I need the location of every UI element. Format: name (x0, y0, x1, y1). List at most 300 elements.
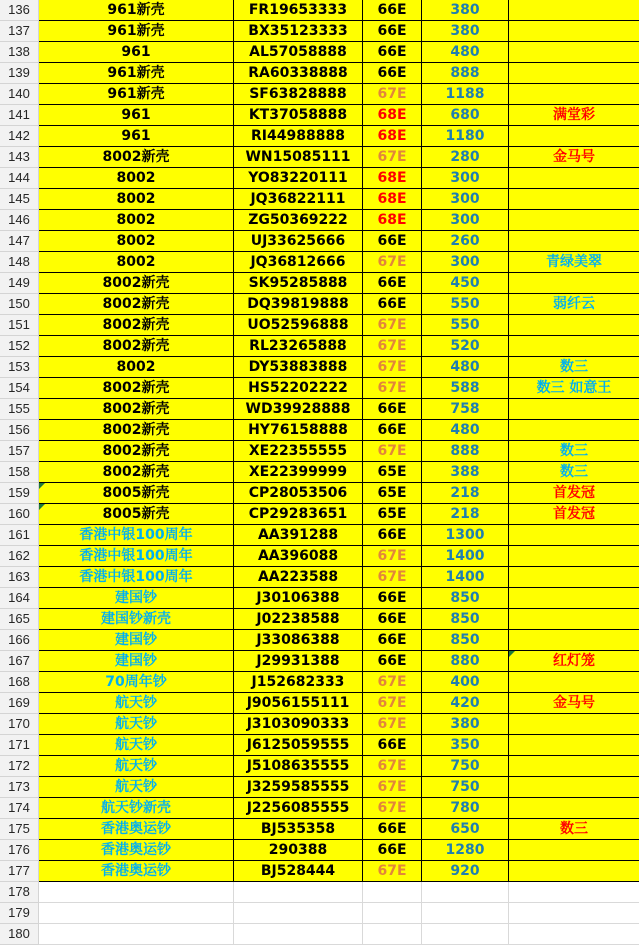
note-cell[interactable]: 数三 如意王 (509, 378, 639, 399)
price-cell[interactable]: 850 (422, 588, 509, 609)
note-cell[interactable]: 数三 (509, 819, 639, 840)
name-cell[interactable]: 8002新壳 (39, 147, 234, 168)
serial-cell[interactable]: BJ528444 (234, 861, 363, 882)
price-cell[interactable]: 888 (422, 63, 509, 84)
grade-cell[interactable]: 68E (363, 189, 422, 210)
grade-cell[interactable]: 67E (363, 378, 422, 399)
grade-cell[interactable]: 66E (363, 420, 422, 441)
row-header[interactable]: 167 (0, 651, 39, 672)
row-header[interactable]: 159 (0, 483, 39, 504)
empty-cell[interactable] (39, 882, 234, 903)
price-cell[interactable]: 850 (422, 609, 509, 630)
price-cell[interactable]: 420 (422, 693, 509, 714)
name-cell[interactable]: 8002新壳 (39, 399, 234, 420)
price-cell[interactable]: 650 (422, 819, 509, 840)
note-cell[interactable]: 数三 (509, 462, 639, 483)
grade-cell[interactable]: 67E (363, 672, 422, 693)
empty-cell[interactable] (509, 924, 639, 945)
name-cell[interactable]: 8002 (39, 252, 234, 273)
table-row (0, 819, 639, 840)
grade-cell[interactable]: 67E (363, 441, 422, 462)
note-cell[interactable] (509, 777, 639, 798)
grade-cell[interactable]: 68E (363, 210, 422, 231)
serial-cell[interactable]: HY76158888 (234, 420, 363, 441)
row-header[interactable]: 141 (0, 105, 39, 126)
serial-cell[interactable]: SF63828888 (234, 84, 363, 105)
note-cell[interactable] (509, 525, 639, 546)
table-row (0, 588, 639, 609)
price-cell[interactable]: 520 (422, 336, 509, 357)
row-header[interactable]: 166 (0, 630, 39, 651)
note-cell[interactable] (509, 861, 639, 882)
note-cell[interactable] (509, 273, 639, 294)
table-row (0, 357, 639, 378)
name-cell[interactable]: 8002新壳 (39, 336, 234, 357)
serial-cell[interactable]: SK95285888 (234, 273, 363, 294)
serial-cell[interactable]: AL57058888 (234, 42, 363, 63)
note-cell[interactable] (509, 630, 639, 651)
name-cell[interactable]: 961新壳 (39, 63, 234, 84)
price-cell[interactable]: 300 (422, 210, 509, 231)
price-cell[interactable]: 1180 (422, 126, 509, 147)
name-cell[interactable]: 香港奥运钞 (39, 861, 234, 882)
row-header[interactable]: 165 (0, 609, 39, 630)
serial-cell[interactable]: FR19653333 (234, 0, 363, 21)
grade-cell[interactable]: 67E (363, 315, 422, 336)
price-cell[interactable]: 480 (422, 42, 509, 63)
table-row (0, 168, 639, 189)
serial-cell[interactable]: CP28053506 (234, 483, 363, 504)
name-cell[interactable]: 8002 (39, 189, 234, 210)
serial-cell[interactable]: J2256085555 (234, 798, 363, 819)
empty-cell[interactable] (39, 903, 234, 924)
grade-cell[interactable]: 67E (363, 84, 422, 105)
serial-cell[interactable]: XE22355555 (234, 441, 363, 462)
row-header[interactable]: 176 (0, 840, 39, 861)
name-cell[interactable]: 8002新壳 (39, 378, 234, 399)
grade-cell[interactable]: 67E (363, 567, 422, 588)
serial-cell[interactable]: UJ33625666 (234, 231, 363, 252)
grade-cell[interactable]: 66E (363, 609, 422, 630)
price-cell[interactable]: 300 (422, 252, 509, 273)
note-cell[interactable]: 首发冠 (509, 483, 639, 504)
row-header[interactable]: 156 (0, 420, 39, 441)
name-cell[interactable]: 70周年钞 (39, 672, 234, 693)
name-cell[interactable]: 航天钞 (39, 714, 234, 735)
row-header[interactable]: 180 (0, 924, 39, 945)
serial-cell[interactable]: AA391288 (234, 525, 363, 546)
note-cell[interactable] (509, 231, 639, 252)
serial-cell[interactable]: J3103090333 (234, 714, 363, 735)
row-header[interactable]: 151 (0, 315, 39, 336)
note-cell[interactable]: 金马号 (509, 147, 639, 168)
grade-cell[interactable]: 66E (363, 651, 422, 672)
grade-cell[interactable]: 66E (363, 525, 422, 546)
serial-cell[interactable]: HS52202222 (234, 378, 363, 399)
name-cell[interactable]: 8002新壳 (39, 441, 234, 462)
grade-cell[interactable]: 65E (363, 462, 422, 483)
table-row (0, 798, 639, 819)
serial-cell[interactable]: AA223588 (234, 567, 363, 588)
row-header[interactable]: 179 (0, 903, 39, 924)
note-cell[interactable] (509, 0, 639, 21)
price-cell[interactable]: 380 (422, 714, 509, 735)
serial-cell[interactable]: KT37058888 (234, 105, 363, 126)
price-cell[interactable]: 480 (422, 357, 509, 378)
note-cell[interactable] (509, 609, 639, 630)
price-cell[interactable]: 1188 (422, 84, 509, 105)
table-row (0, 714, 639, 735)
serial-cell[interactable]: WD39928888 (234, 399, 363, 420)
row-header[interactable]: 150 (0, 294, 39, 315)
serial-cell[interactable]: J5108635555 (234, 756, 363, 777)
note-cell[interactable]: 数三 (509, 441, 639, 462)
name-cell[interactable]: 建国钞 (39, 630, 234, 651)
name-cell[interactable]: 961新壳 (39, 21, 234, 42)
serial-cell[interactable]: BX35123333 (234, 21, 363, 42)
note-cell[interactable] (509, 84, 639, 105)
comment-indicator-icon (39, 504, 45, 510)
row-header[interactable]: 139 (0, 63, 39, 84)
name-cell[interactable]: 8002新壳 (39, 462, 234, 483)
table-row (0, 0, 639, 21)
row-header[interactable]: 169 (0, 693, 39, 714)
price-cell[interactable]: 218 (422, 483, 509, 504)
note-cell[interactable] (509, 546, 639, 567)
table-row (0, 567, 639, 588)
note-cell[interactable] (509, 588, 639, 609)
note-cell[interactable] (509, 168, 639, 189)
table-row (0, 756, 639, 777)
row-header[interactable]: 155 (0, 399, 39, 420)
serial-cell[interactable]: J30106388 (234, 588, 363, 609)
grade-cell[interactable]: 67E (363, 336, 422, 357)
grade-cell[interactable]: 67E (363, 777, 422, 798)
row-header[interactable]: 136 (0, 0, 39, 21)
grade-cell[interactable]: 66E (363, 21, 422, 42)
row-header[interactable]: 149 (0, 273, 39, 294)
note-cell[interactable] (509, 42, 639, 63)
note-cell[interactable] (509, 420, 639, 441)
grade-cell[interactable]: 67E (363, 147, 422, 168)
price-cell[interactable]: 260 (422, 231, 509, 252)
grade-cell[interactable]: 67E (363, 756, 422, 777)
serial-cell[interactable]: 290388 (234, 840, 363, 861)
price-cell[interactable]: 1400 (422, 546, 509, 567)
price-cell[interactable]: 750 (422, 777, 509, 798)
name-cell[interactable]: 8005新壳 (39, 483, 234, 504)
price-cell[interactable]: 888 (422, 441, 509, 462)
table-row (0, 336, 639, 357)
table-row (0, 630, 639, 651)
grade-cell[interactable]: 68E (363, 126, 422, 147)
row-header[interactable]: 178 (0, 882, 39, 903)
row-header[interactable]: 163 (0, 567, 39, 588)
note-cell[interactable] (509, 126, 639, 147)
serial-cell[interactable]: DY53883888 (234, 357, 363, 378)
grade-cell[interactable]: 66E (363, 63, 422, 84)
row-header[interactable]: 172 (0, 756, 39, 777)
serial-cell[interactable]: J9056155111 (234, 693, 363, 714)
note-cell[interactable] (509, 399, 639, 420)
grade-cell[interactable]: 66E (363, 819, 422, 840)
name-cell[interactable]: 8002 (39, 168, 234, 189)
grade-cell[interactable]: 68E (363, 105, 422, 126)
serial-cell[interactable]: RL23265888 (234, 336, 363, 357)
row-header[interactable]: 154 (0, 378, 39, 399)
price-cell[interactable]: 758 (422, 399, 509, 420)
row-header[interactable]: 173 (0, 777, 39, 798)
price-cell[interactable]: 550 (422, 294, 509, 315)
name-cell[interactable]: 8002新壳 (39, 294, 234, 315)
name-cell[interactable]: 8002新壳 (39, 420, 234, 441)
row-header[interactable]: 143 (0, 147, 39, 168)
serial-cell[interactable]: UO52596888 (234, 315, 363, 336)
price-cell[interactable]: 880 (422, 651, 509, 672)
serial-cell[interactable]: DQ39819888 (234, 294, 363, 315)
serial-cell[interactable]: XE22399999 (234, 462, 363, 483)
grade-cell[interactable]: 66E (363, 840, 422, 861)
note-cell[interactable] (509, 21, 639, 42)
name-cell[interactable]: 建国钞 (39, 588, 234, 609)
note-cell[interactable]: 青绿美翠 (509, 252, 639, 273)
empty-cell[interactable] (363, 903, 422, 924)
name-cell[interactable]: 961 (39, 126, 234, 147)
price-cell[interactable]: 300 (422, 168, 509, 189)
row-header[interactable]: 140 (0, 84, 39, 105)
note-cell[interactable] (509, 735, 639, 756)
row-header[interactable]: 144 (0, 168, 39, 189)
price-cell[interactable]: 300 (422, 189, 509, 210)
empty-cell[interactable] (509, 903, 639, 924)
grade-cell[interactable]: 66E (363, 0, 422, 21)
grade-cell[interactable]: 66E (363, 399, 422, 420)
name-cell[interactable]: 建国钞 (39, 651, 234, 672)
grade-cell[interactable]: 66E (363, 231, 422, 252)
serial-cell[interactable]: AA396088 (234, 546, 363, 567)
note-cell[interactable]: 满堂彩 (509, 105, 639, 126)
serial-cell[interactable]: YO83220111 (234, 168, 363, 189)
table-row (0, 21, 639, 42)
note-cell[interactable] (509, 189, 639, 210)
price-cell[interactable]: 380 (422, 0, 509, 21)
table-row (0, 189, 639, 210)
row-header[interactable]: 138 (0, 42, 39, 63)
empty-cell[interactable] (234, 882, 363, 903)
table-row (0, 693, 639, 714)
note-cell[interactable]: 数三 (509, 357, 639, 378)
name-cell[interactable]: 香港中银100周年 (39, 567, 234, 588)
price-cell[interactable]: 588 (422, 378, 509, 399)
table-row (0, 315, 639, 336)
table-row (0, 840, 639, 861)
serial-cell[interactable]: JQ36822111 (234, 189, 363, 210)
price-cell[interactable]: 920 (422, 861, 509, 882)
row-header[interactable]: 153 (0, 357, 39, 378)
name-cell[interactable]: 961新壳 (39, 0, 234, 21)
note-cell[interactable]: 金马号 (509, 693, 639, 714)
empty-cell[interactable] (234, 924, 363, 945)
note-cell[interactable] (509, 63, 639, 84)
price-cell[interactable]: 380 (422, 21, 509, 42)
grade-cell[interactable]: 66E (363, 630, 422, 651)
name-cell[interactable]: 香港奥运钞 (39, 840, 234, 861)
table-row (0, 42, 639, 63)
name-cell[interactable]: 航天钞 (39, 777, 234, 798)
name-cell[interactable]: 航天钞 (39, 693, 234, 714)
table-row (0, 105, 639, 126)
row-header[interactable]: 137 (0, 21, 39, 42)
note-cell[interactable] (509, 714, 639, 735)
empty-cell[interactable] (234, 903, 363, 924)
row-header[interactable]: 175 (0, 819, 39, 840)
serial-cell[interactable]: RI44988888 (234, 126, 363, 147)
empty-cell[interactable] (422, 924, 509, 945)
table-row (0, 420, 639, 441)
serial-cell[interactable]: J33086388 (234, 630, 363, 651)
note-cell[interactable] (509, 315, 639, 336)
price-cell[interactable]: 400 (422, 672, 509, 693)
table-row (0, 609, 639, 630)
grade-cell[interactable]: 67E (363, 693, 422, 714)
price-cell[interactable]: 1280 (422, 840, 509, 861)
grade-cell[interactable]: 66E (363, 588, 422, 609)
table-row (0, 651, 639, 672)
serial-cell[interactable]: J6125059555 (234, 735, 363, 756)
empty-cell[interactable] (422, 903, 509, 924)
name-cell[interactable]: 建国钞新壳 (39, 609, 234, 630)
price-cell[interactable]: 850 (422, 630, 509, 651)
price-cell[interactable]: 480 (422, 420, 509, 441)
note-cell[interactable] (509, 840, 639, 861)
row-header[interactable]: 177 (0, 861, 39, 882)
row-header[interactable]: 142 (0, 126, 39, 147)
price-cell[interactable]: 388 (422, 462, 509, 483)
note-cell[interactable]: 首发冠 (509, 504, 639, 525)
row-header[interactable]: 174 (0, 798, 39, 819)
grade-cell[interactable]: 67E (363, 798, 422, 819)
serial-cell[interactable]: J02238588 (234, 609, 363, 630)
empty-cell[interactable] (363, 924, 422, 945)
name-cell[interactable]: 8002新壳 (39, 315, 234, 336)
empty-cell[interactable] (363, 882, 422, 903)
table-row (0, 672, 639, 693)
comment-indicator-icon (509, 651, 515, 657)
grade-cell[interactable]: 66E (363, 42, 422, 63)
name-cell[interactable]: 8002 (39, 210, 234, 231)
note-cell[interactable] (509, 798, 639, 819)
table-row (0, 84, 639, 105)
serial-cell[interactable]: WN15085111 (234, 147, 363, 168)
empty-cell[interactable] (39, 924, 234, 945)
note-cell[interactable] (509, 672, 639, 693)
price-cell[interactable]: 780 (422, 798, 509, 819)
comment-indicator-icon (39, 483, 45, 489)
name-cell[interactable]: 香港中银100周年 (39, 546, 234, 567)
serial-cell[interactable]: CP29283651 (234, 504, 363, 525)
price-cell[interactable]: 550 (422, 315, 509, 336)
name-cell[interactable]: 8005新壳 (39, 504, 234, 525)
price-cell[interactable]: 1400 (422, 567, 509, 588)
name-cell[interactable]: 航天钞新壳 (39, 798, 234, 819)
empty-cell[interactable] (509, 882, 639, 903)
note-cell[interactable]: 红灯笼 (509, 651, 639, 672)
name-cell[interactable]: 8002新壳 (39, 273, 234, 294)
row-header[interactable]: 164 (0, 588, 39, 609)
name-cell[interactable]: 8002 (39, 231, 234, 252)
grade-cell[interactable]: 66E (363, 294, 422, 315)
row-header[interactable]: 162 (0, 546, 39, 567)
serial-cell[interactable]: ZG50369222 (234, 210, 363, 231)
name-cell[interactable]: 961 (39, 105, 234, 126)
empty-cell[interactable] (422, 882, 509, 903)
serial-cell[interactable]: J152682333 (234, 672, 363, 693)
row-header[interactable]: 160 (0, 504, 39, 525)
price-cell[interactable]: 680 (422, 105, 509, 126)
grade-cell[interactable]: 68E (363, 168, 422, 189)
serial-cell[interactable]: J29931388 (234, 651, 363, 672)
grade-cell[interactable]: 65E (363, 504, 422, 525)
row-header[interactable]: 157 (0, 441, 39, 462)
table-row (0, 231, 639, 252)
grade-cell[interactable]: 66E (363, 273, 422, 294)
note-cell[interactable] (509, 336, 639, 357)
name-cell[interactable]: 航天钞 (39, 735, 234, 756)
name-cell[interactable]: 961 (39, 42, 234, 63)
grade-cell[interactable]: 67E (363, 357, 422, 378)
note-cell[interactable]: 弱纤云 (509, 294, 639, 315)
name-cell[interactable]: 香港中银100周年 (39, 525, 234, 546)
note-cell[interactable] (509, 756, 639, 777)
price-cell[interactable]: 218 (422, 504, 509, 525)
row-header[interactable]: 147 (0, 231, 39, 252)
price-cell[interactable]: 350 (422, 735, 509, 756)
row-header[interactable]: 158 (0, 462, 39, 483)
row-header[interactable]: 146 (0, 210, 39, 231)
name-cell[interactable]: 8002 (39, 357, 234, 378)
price-cell[interactable]: 750 (422, 756, 509, 777)
grade-cell[interactable]: 67E (363, 252, 422, 273)
note-cell[interactable] (509, 210, 639, 231)
serial-cell[interactable]: J3259585555 (234, 777, 363, 798)
name-cell[interactable]: 航天钞 (39, 756, 234, 777)
price-cell[interactable]: 1300 (422, 525, 509, 546)
row-header[interactable]: 152 (0, 336, 39, 357)
row-header[interactable]: 170 (0, 714, 39, 735)
serial-cell[interactable]: JQ36812666 (234, 252, 363, 273)
row-header[interactable]: 148 (0, 252, 39, 273)
row-header[interactable]: 171 (0, 735, 39, 756)
empty-row (0, 882, 639, 903)
grade-cell[interactable]: 66E (363, 735, 422, 756)
name-cell[interactable]: 香港奥运钞 (39, 819, 234, 840)
price-cell[interactable]: 450 (422, 273, 509, 294)
serial-cell[interactable]: BJ535358 (234, 819, 363, 840)
table-row (0, 126, 639, 147)
row-header[interactable]: 168 (0, 672, 39, 693)
name-cell[interactable]: 961新壳 (39, 84, 234, 105)
grade-cell[interactable]: 67E (363, 546, 422, 567)
row-header[interactable]: 145 (0, 189, 39, 210)
table-row (0, 546, 639, 567)
grade-cell[interactable]: 65E (363, 483, 422, 504)
serial-cell[interactable]: RA60338888 (234, 63, 363, 84)
price-cell[interactable]: 280 (422, 147, 509, 168)
grade-cell[interactable]: 67E (363, 861, 422, 882)
row-header[interactable]: 161 (0, 525, 39, 546)
grade-cell[interactable]: 67E (363, 714, 422, 735)
note-cell[interactable] (509, 567, 639, 588)
